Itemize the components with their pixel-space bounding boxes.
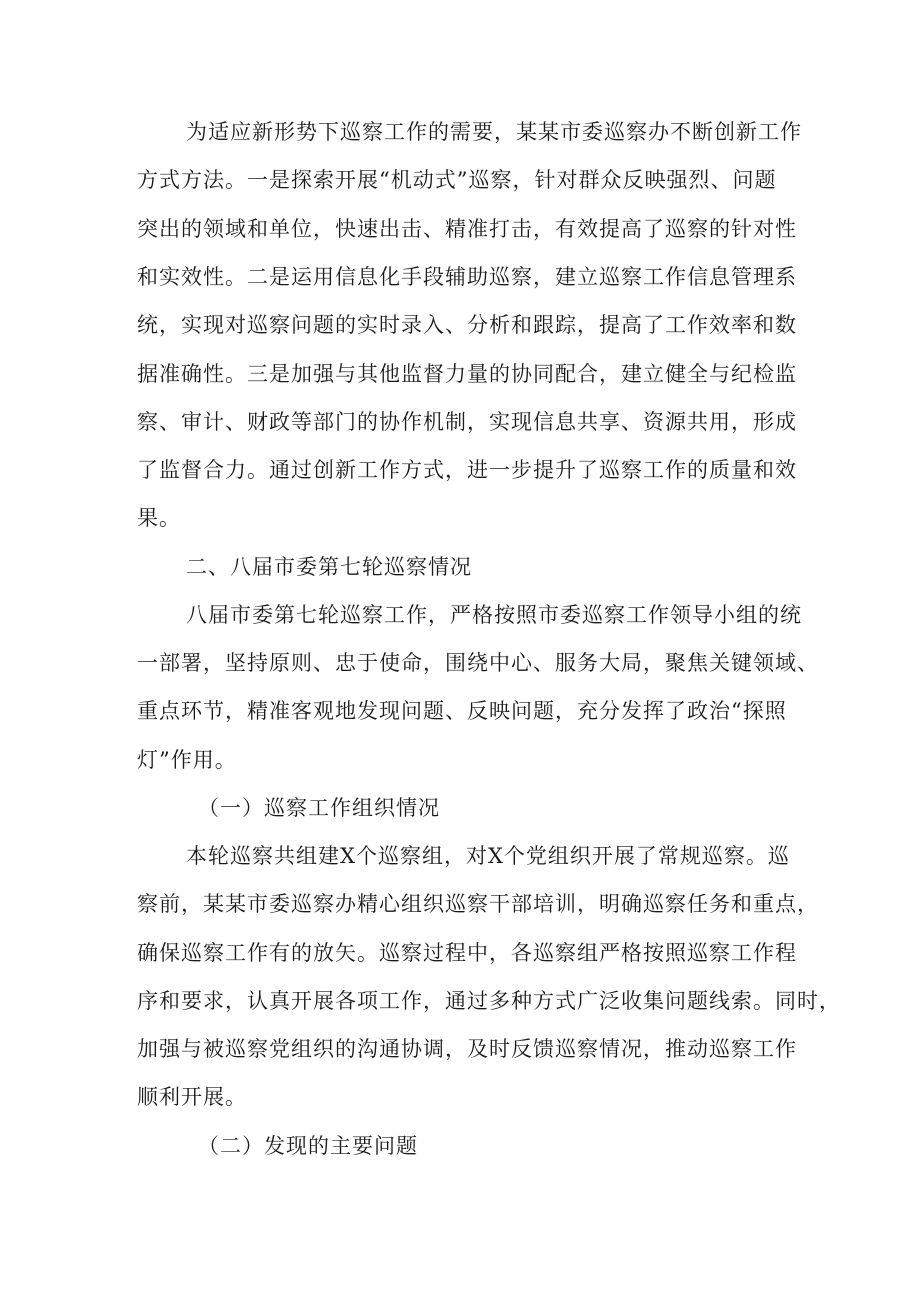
text-line-21: 顺利开展。 <box>137 1085 247 1109</box>
section-heading-2: 二、八届市委第七轮巡察情况 <box>186 555 472 579</box>
text-line-19: 序和要求，认真开展各项工作，通过多种方式广泛收集问题线索。同时， <box>137 989 841 1013</box>
text-line-17: 察前，某某市委巡察办精心组织巡察干部培训，明确巡察任务和重点， <box>137 892 819 916</box>
text-line-4: 和实效性。二是运用信息化手段辅助巡察，建立巡察工作信息管理系 <box>137 265 797 289</box>
text-line-5: 统，实现对巡察问题的实时录入、分析和跟踪，提高了工作效率和数 <box>137 313 797 337</box>
text-line-13: 重点环节，精准客观地发现问题、反映问题，充分发挥了政治“探照 <box>137 699 787 723</box>
subsection-heading-1: （一）巡察工作组织情况 <box>198 796 440 820</box>
text-line-16: 本轮巡察共组建X个巡察组，对X个党组织开展了常规巡察。巡 <box>186 844 790 868</box>
text-line-18: 确保巡察工作有的放矢。巡察过程中，各巡察组严格按照巡察工作程 <box>137 941 797 965</box>
text-line-20: 加强与被巡察党组织的沟通协调，及时反馈巡察情况，推动巡察工作 <box>137 1037 797 1061</box>
text-line-2: 方式方法。一是探索开展“机动式”巡察，针对群众反映强烈、问题 <box>137 168 777 192</box>
text-line-6: 据准确性。三是加强与其他监督力量的协同配合，建立健全与纪检监 <box>137 362 797 386</box>
text-line-14: 灯”作用。 <box>137 748 237 772</box>
text-line-11: 八届市委第七轮巡察工作，严格按照市委巡察工作领导小组的统 <box>186 603 802 627</box>
text-line-8: 了监督合力。通过创新工作方式，进一步提升了巡察工作的质量和效 <box>137 458 797 482</box>
subsection-heading-2: （二）发现的主要问题 <box>198 1134 418 1158</box>
text-line-1: 为适应新形势下巡察工作的需要，某某市委巡察办不断创新工作 <box>186 120 802 144</box>
text-line-7: 察、审计、财政等部门的协作机制，实现信息共享、资源共用，形成 <box>137 410 797 434</box>
text-line-9: 果。 <box>137 506 181 530</box>
text-line-12: 一部署，坚持原则、忠于使命，围绕中心、服务大局，聚焦关键领域、 <box>137 651 819 675</box>
text-line-3: 突出的领域和单位，快速出击、精准打击，有效提高了巡察的针对性 <box>137 217 797 241</box>
